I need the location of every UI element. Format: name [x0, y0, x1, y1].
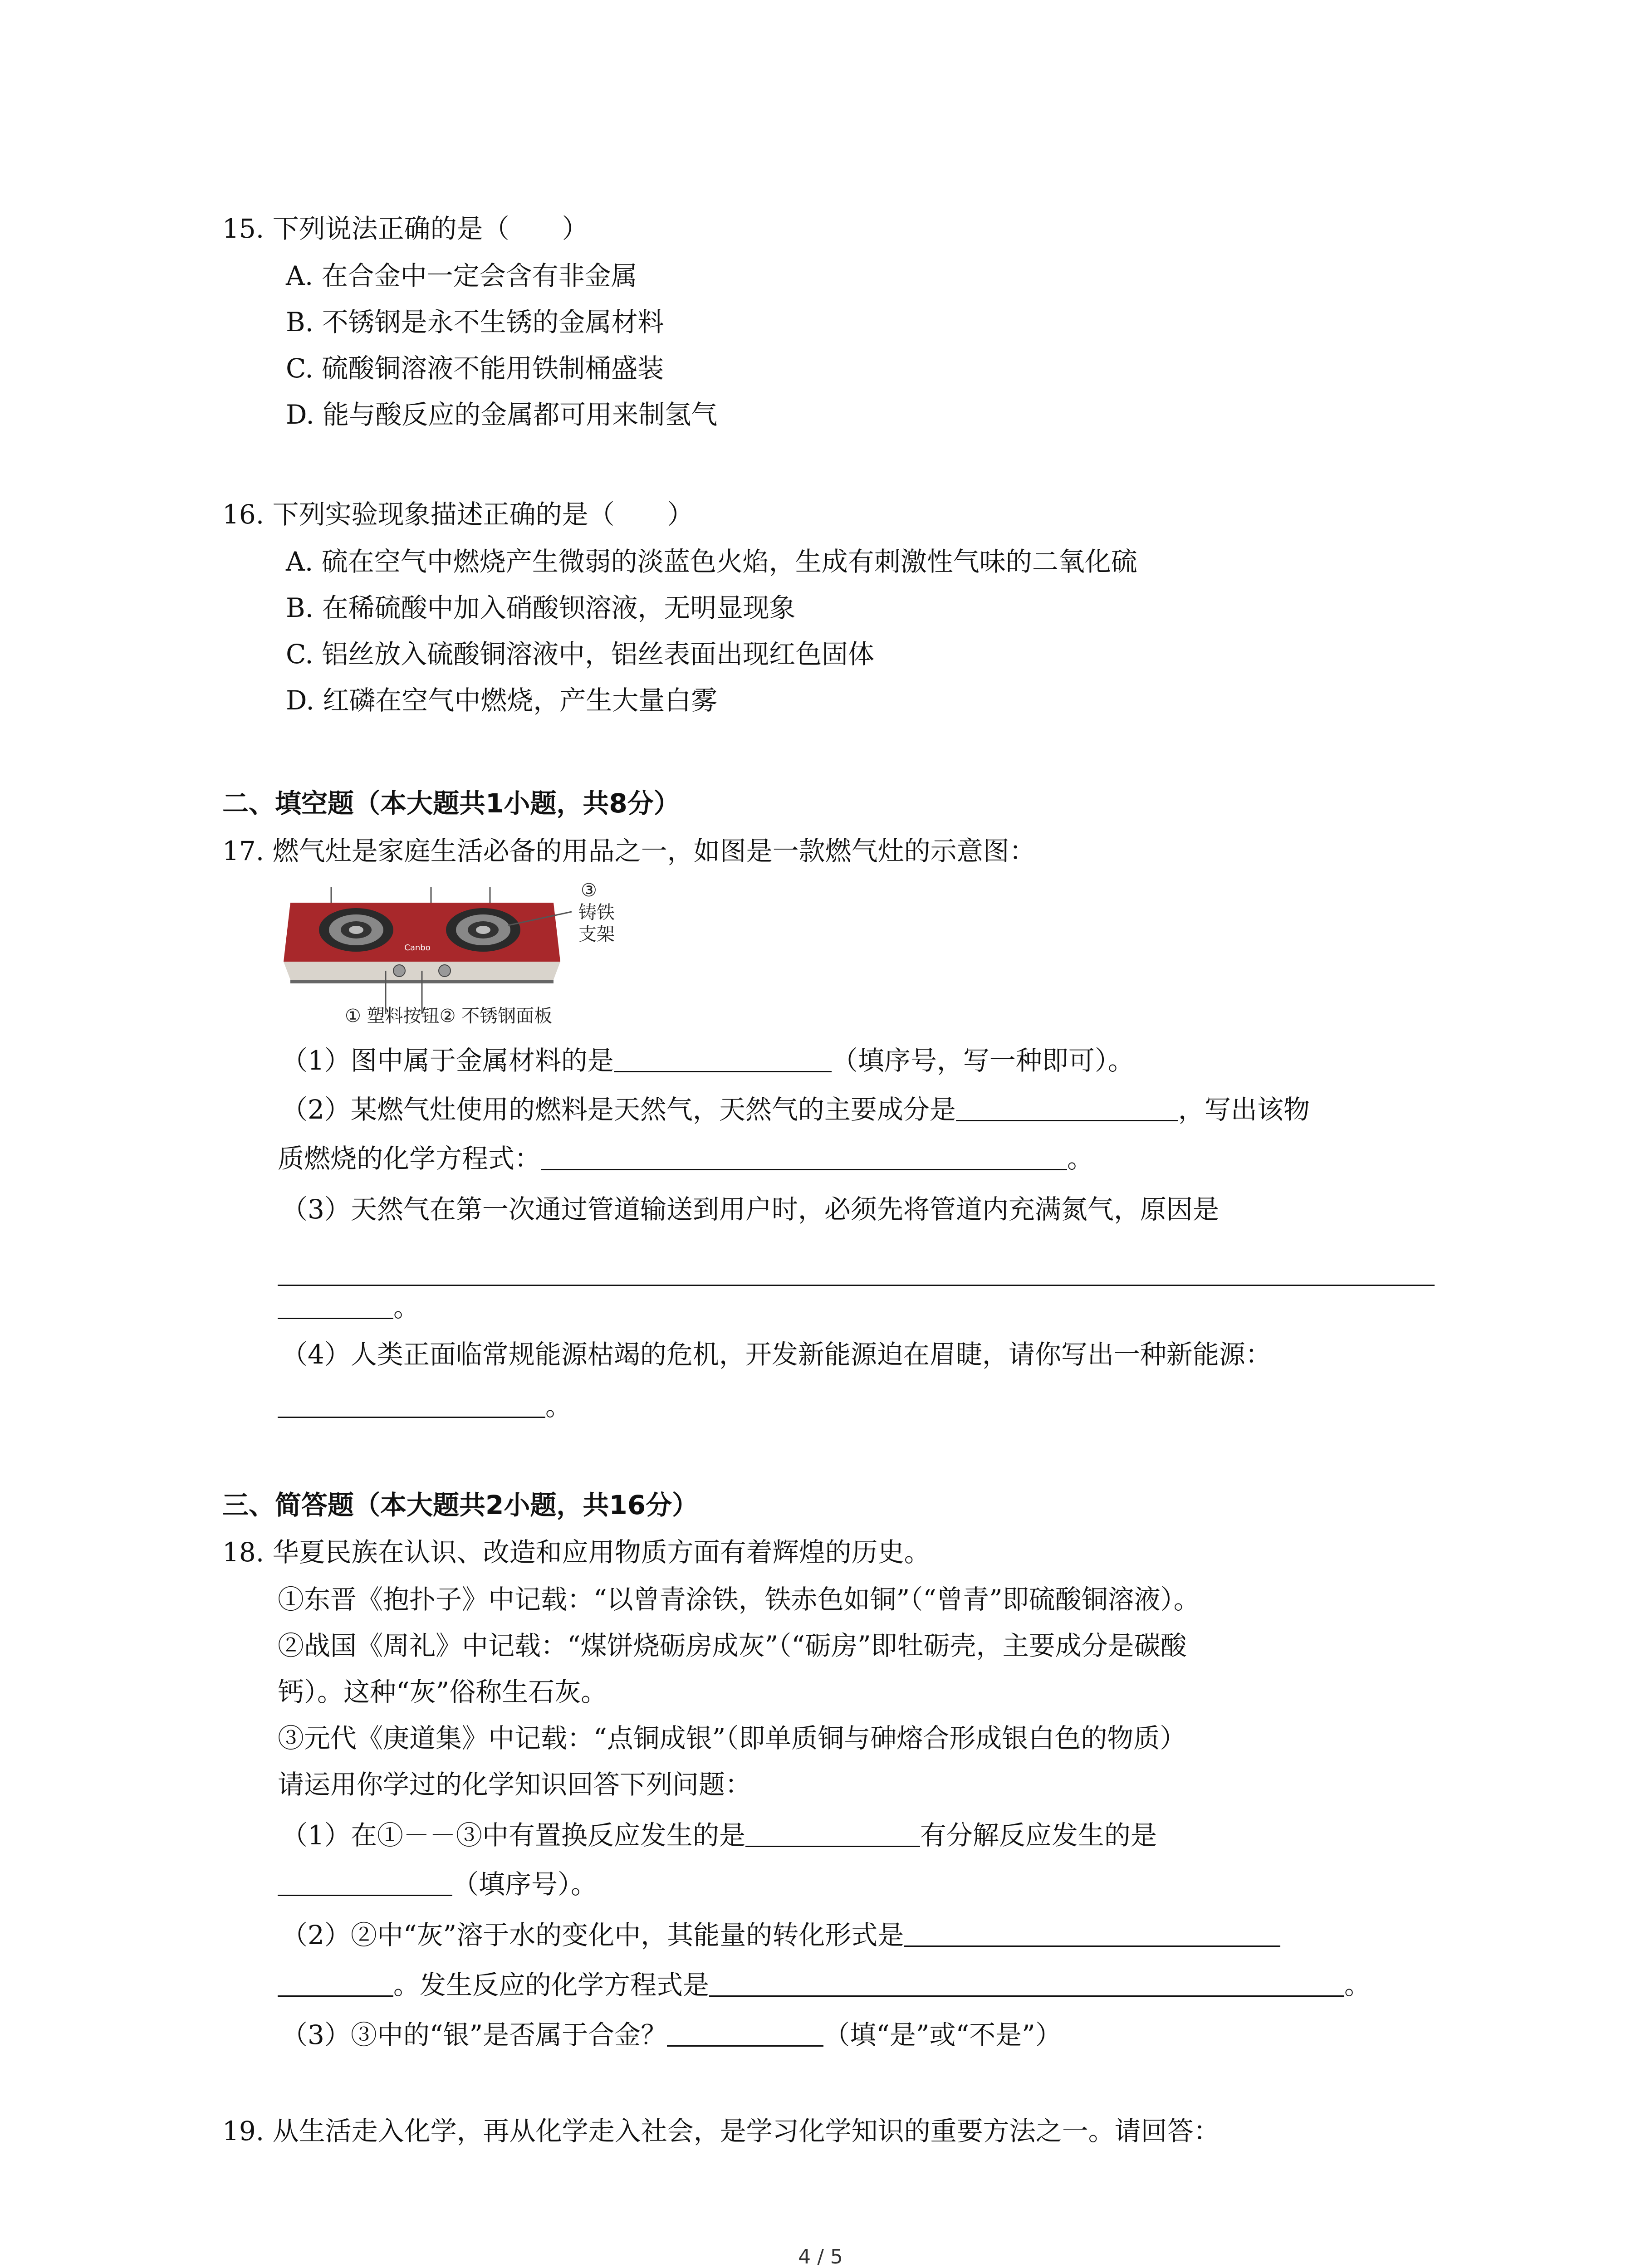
q18-part2-blank-equation[interactable] — [709, 1969, 1344, 1997]
section-2-title: 二、填空题（本大题共1小题，共8分） — [222, 788, 680, 819]
q18-part1-text-2: 有分解反应发生的是 — [920, 1820, 1157, 1851]
q17-part4-line2 — [278, 1390, 572, 1422]
q18-part1-line1 — [281, 1819, 1157, 1852]
q17-part4-blank[interactable] — [278, 1390, 545, 1418]
q16-option-d: D. 红磷在空气中燃烧，产生大量白雾 — [286, 685, 718, 716]
q17-part4-period: 。 — [545, 1391, 572, 1422]
q18-part1-text: （1）在①－－③中有置换反应发生的是 — [281, 1820, 745, 1851]
q18-part1-blank-replacement[interactable] — [745, 1819, 920, 1847]
q18-part1-hint: （填序号）。 — [452, 1869, 598, 1900]
q18-part2-line1 — [281, 1919, 1280, 1951]
q17-part2-equation-label: 质燃烧的化学方程式： — [278, 1143, 541, 1174]
q17-part1-hint: （填序号，写一种即可）。 — [831, 1045, 1134, 1076]
q17-stem: 17. 燃气灶是家庭生活必备的用品之一，如图是一款燃气灶的示意图： — [222, 836, 1036, 866]
figure-label-3-number: ③ — [581, 880, 597, 901]
q15-option-d: D. 能与酸反应的金属都可用来制氢气 — [286, 399, 718, 430]
q17-part2-blank-equation[interactable] — [541, 1143, 1067, 1170]
stove-brand: Canbo — [404, 943, 431, 953]
gas-stove-figure — [281, 880, 626, 1026]
q16-option-a: A. 硫在空气中燃烧产生微弱的淡蓝色火焰，生成有刺激性气味的二氧化硫 — [286, 546, 1137, 577]
section-3-title: 三、简答题（本大题共2小题，共16分） — [222, 1490, 699, 1520]
q17-part1-blank[interactable] — [614, 1045, 832, 1072]
q17-part4: （4）人类正面临常规能源枯竭的危机，开发新能源迫在眉睫，请你写出一种新能源： — [281, 1339, 1272, 1370]
q18-part2-blank-energy[interactable] — [904, 1919, 1280, 1947]
gas-stove-illustration — [281, 885, 626, 1021]
figure-label-3-line1: 铸铁 — [578, 902, 615, 923]
q17-part2-blank-component[interactable] — [956, 1094, 1178, 1121]
q18-part2-period: 。 — [1344, 1970, 1371, 2000]
q17-part1-text: （1）图中属于金属材料的是 — [281, 1045, 614, 1076]
q18-part1-blank-decomposition[interactable] — [278, 1868, 452, 1896]
q18-part2-blank-energy-cont[interactable] — [278, 1969, 393, 1997]
q17-part3-blank-line2[interactable] — [278, 1291, 393, 1319]
q17-part2-text: （2）某燃气灶使用的燃料是天然气，天然气的主要成分是 — [281, 1094, 956, 1125]
q15-option-a: A. 在合金中一定会含有非金属 — [286, 260, 637, 291]
q18-part3-blank[interactable] — [667, 2019, 823, 2047]
q18-record-3: ③元代《庚道集》中记载：“点铜成银”（即单质铜与砷熔合形成银白色的物质） — [278, 1723, 1186, 1754]
figure-label-3-line2: 支架 — [578, 924, 615, 945]
q19-stem: 19. 从生活走入化学，再从化学走入社会，是学习化学知识的重要方法之一。请回答： — [222, 2116, 1220, 2146]
q18-part3-hint: （填“是”或“不是”） — [823, 2019, 1062, 2050]
q18-record-2-cont: 钙）。这种“灰”俗称生石灰。 — [278, 1677, 607, 1707]
q18-part2-text: （2）②中“灰”溶于水的变化中，其能量的转化形式是 — [281, 1920, 904, 1950]
q16-stem: 16. 下列实验现象描述正确的是（ ） — [222, 499, 694, 530]
q17-part3-blank-line1[interactable] — [278, 1285, 1435, 1286]
q17-part3-period: 。 — [393, 1292, 420, 1323]
q18-instruction: 请运用你学过的化学知识回答下列问题： — [278, 1769, 752, 1800]
figure-label-1-2: ① 塑料按钮② 不锈钢面板 — [345, 1006, 553, 1026]
q15-option-c: C. 硫酸铜溶液不能用铁制桶盛装 — [286, 353, 664, 384]
q18-stem: 18. 华夏民族在认识、改造和应用物质方面有着辉煌的历史。 — [222, 1537, 931, 1568]
q18-record-2: ②战国《周礼》中记载：“煤饼烧砺房成灰”（“砺房”即牡砺壳，主要成分是碳酸 — [278, 1630, 1187, 1661]
q16-option-c: C. 铝丝放入硫酸铜溶液中，铝丝表面出现红色固体 — [286, 639, 875, 670]
q17-part3-line2 — [278, 1291, 420, 1324]
q17-part2-line2 — [278, 1142, 1093, 1175]
q18-record-1: ①东晋《抱扑子》中记载：“以曾青涂铁，铁赤色如铜”（“曾青”即硫酸铜溶液）。 — [278, 1584, 1200, 1615]
q18-part2-equation-label: 。发生反应的化学方程式是 — [393, 1970, 710, 2000]
q18-part2-line2 — [278, 1969, 1371, 2001]
page-number: 4 / 5 — [798, 2245, 843, 2268]
q17-part2-period: 。 — [1067, 1143, 1094, 1174]
q17-part2-text-tail: ，写出该物 — [1178, 1094, 1310, 1125]
q17-part2-line1 — [281, 1093, 1310, 1126]
q18-part3 — [281, 2019, 1062, 2051]
q16-option-b: B. 在稀硫酸中加入硝酸钡溶液，无明显现象 — [286, 592, 796, 623]
q15-stem: 15. 下列说法正确的是（ ） — [222, 213, 588, 244]
q15-option-b: B. 不锈钢是永不生锈的金属材料 — [286, 307, 664, 337]
q18-part1-line2 — [278, 1868, 597, 1901]
q17-part3: （3）天然气在第一次通过管道输送到用户时，必须先将管道内充满氮气，原因是 — [281, 1194, 1219, 1225]
q18-part3-text: （3）③中的“银”是否属于合金？ — [281, 2019, 667, 2050]
q17-part1 — [281, 1044, 1134, 1077]
